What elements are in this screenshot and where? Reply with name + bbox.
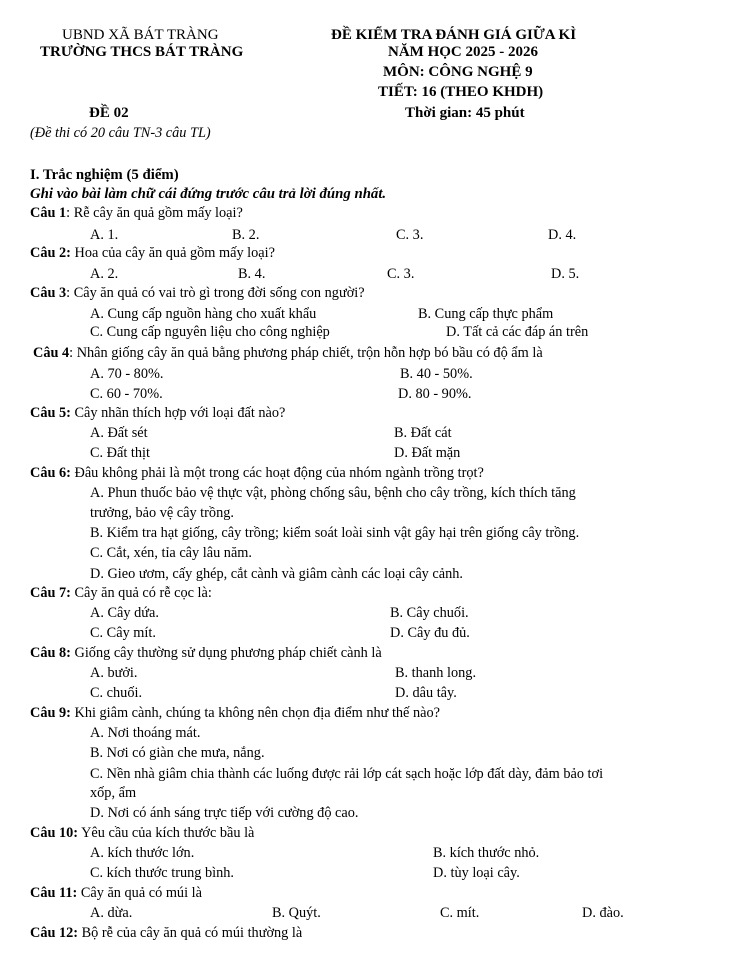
- q3-option-c: C. Cung cấp nguyên liệu cho công nghiệp: [90, 324, 330, 340]
- section-instruction: Ghi vào bài làm chữ cái đứng trước câu trả lời đúng nhất.: [30, 186, 387, 202]
- q8-option-c: C. chuối.: [90, 685, 143, 701]
- question-12: Câu 12: Bộ rễ của cây ăn quả có múi thường là: [30, 925, 303, 941]
- q11-option-b: B. Quýt.: [272, 905, 321, 921]
- exam-note: (Đề thi có 20 câu TN-3 câu TL): [30, 125, 211, 141]
- q5-option-a: A. Đất sét: [90, 425, 148, 441]
- q6-option-a-cont: trưởng, bảo vệ cây trồng.: [90, 505, 234, 521]
- q10-option-d: D. tùy loại cây.: [433, 865, 520, 881]
- lesson-period: TIẾT: 16 (THEO KHDH): [378, 84, 544, 100]
- q9-option-b: B. Nơi có giàn che mưa, nắng.: [90, 745, 265, 761]
- q1-option-b: B. 2.: [232, 227, 260, 243]
- question-3: Câu 3: Cây ăn quả có vai trò gì trong đời sống con người?: [30, 285, 365, 301]
- q9-option-c-cont: xốp, ẩm: [90, 785, 137, 801]
- q2-option-a: A. 2.: [90, 266, 119, 282]
- subject: MÔN: CÔNG NGHỆ 9: [383, 64, 533, 80]
- q11-option-d: D. đào.: [582, 905, 624, 921]
- question-9: Câu 9: Khi giâm cành, chúng ta không nên chọn địa điểm như thế nào?: [30, 705, 440, 721]
- q4-option-a: A. 70 - 80%.: [90, 366, 164, 382]
- q5-option-c: C. Đất thịt: [90, 445, 150, 461]
- q1-option-c: C. 3.: [396, 227, 424, 243]
- q6-option-d: D. Gieo ươm, cấy ghép, cắt cành và giâm cành các loại cây cảnh.: [90, 566, 463, 582]
- q2-option-c: C. 3.: [387, 266, 415, 282]
- q8-option-a: A. bưởi.: [90, 665, 138, 681]
- question-5: Câu 5: Cây nhãn thích hợp với loại đất nào?: [30, 405, 286, 421]
- header-school: TRƯỜNG THCS BÁT TRÀNG: [40, 44, 244, 60]
- q4-option-c: C. 60 - 70%.: [90, 386, 163, 402]
- q9-option-a: A. Nơi thoáng mát.: [90, 725, 201, 741]
- q3-option-a: A. Cung cấp nguồn hàng cho xuất khẩu: [90, 306, 317, 322]
- q3-option-d: D. Tất cả các đáp án trên: [446, 324, 589, 340]
- school-year: NĂM HỌC 2025 - 2026: [388, 44, 538, 60]
- q11-option-c: C. mít.: [440, 905, 480, 921]
- q3-option-b: B. Cung cấp thực phẩm: [418, 306, 554, 322]
- question-6: Câu 6: Đâu không phải là một trong các hoạt động của nhóm ngành trồng trọt?: [30, 465, 484, 481]
- q10-option-a: A. kích thước lớn.: [90, 845, 195, 861]
- q10-option-b: B. kích thước nhỏ.: [433, 845, 540, 861]
- q6-option-c: C. Cắt, xén, tỉa cây lâu năm.: [90, 545, 252, 561]
- q2-option-d: D. 5.: [551, 266, 580, 282]
- q2-option-b: B. 4.: [238, 266, 266, 282]
- q11-option-a: A. dừa.: [90, 905, 133, 921]
- exam-title: ĐỀ KIỂM TRA ĐÁNH GIÁ GIỮA KÌ: [331, 27, 577, 43]
- exam-time: Thời gian: 45 phút: [405, 105, 525, 121]
- q7-option-c: C. Cây mít.: [90, 625, 156, 641]
- q8-option-b: B. thanh long.: [395, 665, 477, 681]
- question-2: Câu 2: Hoa của cây ăn quả gồm mấy loại?: [30, 245, 275, 261]
- question-1: Câu 1: Rễ cây ăn quả gồm mấy loại?: [30, 205, 243, 221]
- exam-code: ĐỀ 02: [89, 105, 129, 121]
- q1-option-d: D. 4.: [548, 227, 577, 243]
- section-title: I. Trắc nghiệm (5 điểm): [30, 167, 179, 183]
- q4-option-b: B. 40 - 50%.: [400, 366, 473, 382]
- q6-option-a: A. Phun thuốc bảo vệ thực vật, phòng chống sâu, bệnh cho cây trồng, kích thích tăng: [90, 485, 576, 501]
- q5-option-d: D. Đất mặn: [394, 445, 461, 461]
- q6-option-b: B. Kiểm tra hạt giống, cây trồng; kiểm soát loài sinh vật gây hại trên giống cây trồng.: [90, 525, 580, 541]
- q4-option-d: D. 80 - 90%.: [398, 386, 472, 402]
- header-authority: UBND XÃ BÁT TRÀNG: [62, 27, 219, 43]
- q7-option-a: A. Cây dứa.: [90, 605, 159, 621]
- question-8: Câu 8: Giống cây thường sử dụng phương pháp chiết cành là: [30, 645, 382, 661]
- question-11: Câu 11: Cây ăn quả có múi là: [30, 885, 202, 901]
- q7-option-d: D. Cây đu đủ.: [390, 625, 470, 641]
- question-4: Câu 4: Nhân giống cây ăn quả bằng phương pháp chiết, trộn hỗn hợp bó bầu có độ ẩm là: [33, 345, 543, 361]
- question-7: Câu 7: Cây ăn quả có rễ cọc là:: [30, 585, 212, 601]
- q7-option-b: B. Cây chuối.: [390, 605, 469, 621]
- q10-option-c: C. kích thước trung bình.: [90, 865, 234, 881]
- q1-option-a: A. 1.: [90, 227, 119, 243]
- q5-option-b: B. Đất cát: [394, 425, 452, 441]
- question-10: Câu 10: Yêu cầu của kích thước bầu là: [30, 825, 255, 841]
- q9-option-c: C. Nền nhà giâm chia thành các luống được rải lớp cát sạch hoặc lớp đất dày, đảm bảo tơi: [90, 766, 604, 782]
- q8-option-d: D. dâu tây.: [395, 685, 457, 701]
- q9-option-d: D. Nơi có ánh sáng trực tiếp với cường độ cao.: [90, 805, 359, 821]
